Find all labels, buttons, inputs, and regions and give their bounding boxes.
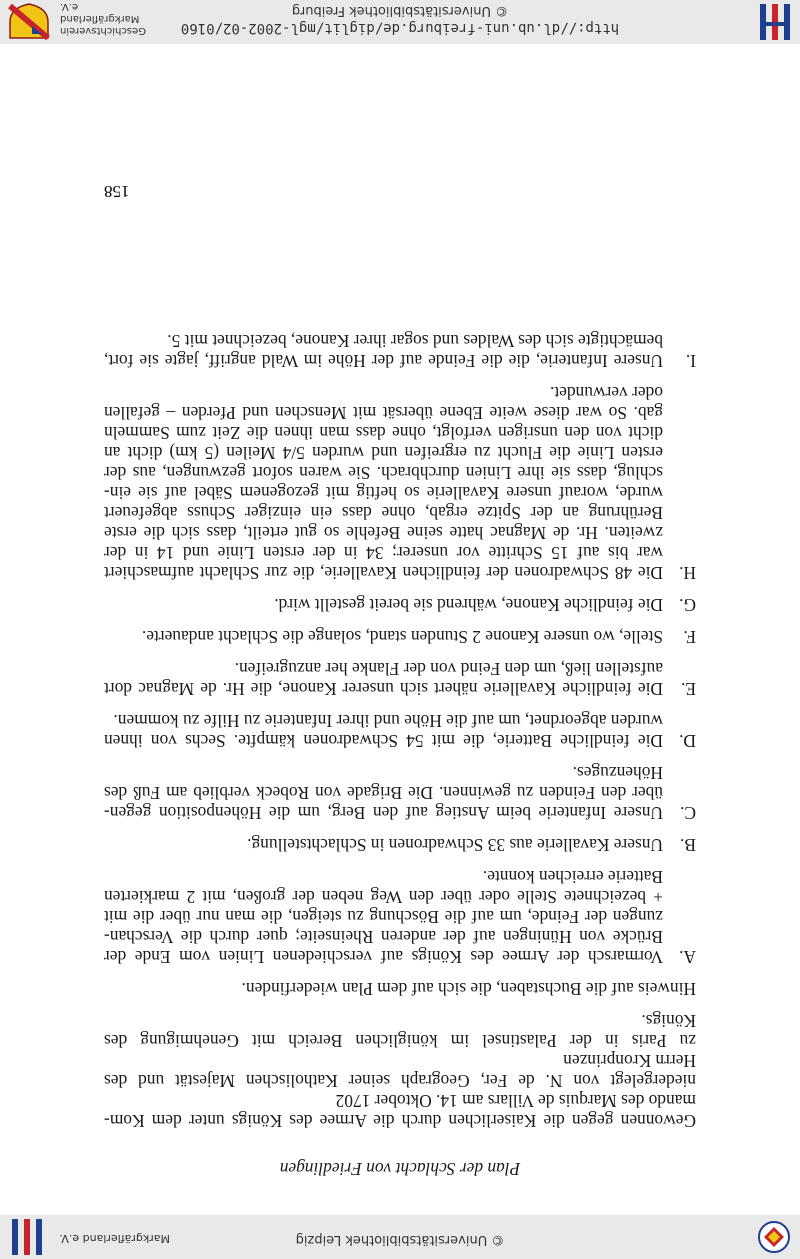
ub-freiburg-logo — [4, 1217, 48, 1257]
entry-label: C. — [680, 803, 696, 823]
legend-entry-i — [104, 331, 696, 371]
header-copyright: © Universitätsbibliothek Leipzig — [295, 1232, 505, 1247]
entry-label: E. — [681, 679, 696, 699]
entry-line: Stelle, wo unsere Kanone 2 Stunden stand, solange die Schlacht andauerte. — [141, 627, 663, 647]
entry-text — [104, 659, 663, 699]
header-bar — [0, 1215, 800, 1259]
entry-line: bemächtigte sich des Waldes und sogar ihrer Kanone, bezeichnet mit 5. — [167, 331, 663, 351]
entry-line: gab. So war diese weite Ebene übersät mit Menschen und Pferden – gefallen — [104, 403, 663, 423]
legend-entry-h — [104, 383, 696, 583]
entry-line: Die feindliche Kanone, während sie bereit gestellt wird. — [274, 595, 663, 615]
entry-line: Brücke von Hüningen auf der anderen Rheinseite; quer durch die Verschan- — [104, 927, 663, 947]
legend-entry-a — [104, 867, 696, 967]
entry-line: aufstellen ließ, um den Feind von der Flanke her anzugreifen. — [234, 659, 663, 679]
entry-text — [104, 595, 663, 615]
footer-bar — [0, 0, 800, 44]
intro-line: mando des Marquis de Villars am 14. Oktober 1702 — [335, 1091, 696, 1111]
entry-text — [104, 763, 663, 823]
entry-line: Vormarsch der Armee des Königs auf verschiedenen Linien vom Ende der — [104, 947, 663, 967]
footer-copyright: © Universitätsbibliothek Freiburg — [291, 3, 509, 18]
legend-entry-f — [104, 627, 696, 647]
entry-label: F. — [683, 627, 696, 647]
society-line: Markgräflerland e.V. — [60, 1, 140, 24]
entry-line: Unsere Infanterie, die die Feinde auf der Höhe im Wald angriff, jagte sie fort, — [104, 351, 663, 371]
entry-text — [104, 331, 663, 371]
entry-line: Unsere Infanterie beim Anstieg auf den Berg, um die Höhenposition gegen- — [104, 803, 663, 823]
intro-line: Gewonnen gegen die Kaiserlichen durch die Armee des Königs unter dem Kom- — [104, 1111, 696, 1131]
entry-line: ersten Linie die Flucht zu ergreifen und wurden 5/4 Meilen (5 km) dicht an — [104, 443, 663, 463]
legend-entry-c — [104, 763, 696, 823]
page-title: Plan der Schlacht von Friedlingen — [279, 1159, 521, 1179]
society-line: Geschichtsverein — [60, 25, 146, 36]
intro-line: Herrn Kronprinzen — [563, 1051, 696, 1071]
entry-line: zungen der Feinde, um auf die Böschung zu steigen, die man nur über die mit — [104, 907, 663, 927]
entry-label: G. — [679, 595, 696, 615]
entry-line: Die feindliche Kavallerie nähert sich unserer Kanone, die Hr. de Magnac dort — [104, 679, 663, 699]
entry-line: wurde, worauf unsere Kavallerie so heftig mit gezogenem Säbel auf sie ein- — [104, 483, 663, 503]
header-publisher: Markgräflerland e.V. — [59, 1232, 170, 1245]
entry-line: Die feindliche Batterie, die mit 54 Schwadronen kämpfte. Sechs von ihnen — [104, 731, 663, 751]
society-crest-icon — [6, 2, 52, 42]
entry-text — [104, 867, 663, 967]
entry-line: oder verwundet. — [550, 383, 663, 403]
intro-line: niedergelegt von N. de Fer, Geograph seiner Katholischen Majestät und des — [104, 1071, 696, 1091]
entry-line: war bis auf 15 Schritte vor unserer; 34 in der ersten Linie und 14 in der — [104, 543, 663, 563]
entry-text — [104, 711, 663, 751]
entry-line: Höhenzuges. — [572, 763, 663, 783]
entry-line: dicht von den unsrigen verfolgt, ohne dass man ihnen die Zeit zum Sammeln — [104, 423, 663, 443]
entry-label: A. — [679, 947, 696, 967]
entry-label: D. — [679, 731, 696, 751]
legend-entry-b — [104, 835, 696, 855]
intro-line: zu Paris in der Palastinsel im königlichen Bereich mit Genehmigung des — [104, 1031, 696, 1051]
entry-line: Berührung an der Spitze ergab, ohne dass ein einziger Schuss abgefeuert — [104, 503, 663, 523]
legend-entry-g — [104, 595, 696, 615]
entry-line: Unsere Kavallerie aus 33 Schwadronen in Schlachtstellung. — [247, 835, 663, 855]
entry-text — [104, 627, 663, 647]
entry-line: Batterie erreichen konnte. — [482, 867, 663, 887]
entry-label: B. — [680, 835, 696, 855]
entry-label: I. — [685, 351, 696, 371]
document-url[interactable]: http://dl.ub.uni-freiburg.de/diglit/mgl-2002-02/0160 — [180, 20, 620, 36]
page-number: 158 — [104, 182, 130, 201]
entry-line: wurden abgeordnet, um auf die Höhe und ihrer Infanterie zu Hilfe zu kommen. — [113, 711, 663, 731]
entry-label: H. — [679, 563, 696, 583]
intro-paragraph — [104, 1011, 696, 1131]
entry-line: Die 48 Schwadronen der feindlichen Kavallerie, die zur Schlacht aufmaschiert — [104, 563, 663, 583]
legend-entry-d — [104, 711, 696, 751]
entry-text — [104, 835, 663, 855]
document-page — [104, 331, 696, 1179]
entry-line: schlug, dass sie ihre Linien durchbrach. Sie waren sofort gezwungen, aus der — [104, 463, 663, 483]
entry-text — [104, 383, 663, 583]
entry-line: + bezeichnete Stelle oder über den Weg neben der großen, mit 2 markierten — [104, 887, 663, 907]
hint-line: Hinweis auf die Buchstaben, die sich auf dem Plan wiederfinden. — [241, 979, 696, 999]
entry-line: zweiten. Hr. de Magnac hatte seine Befehle so gut erteilt, dass sich die erste — [104, 523, 663, 543]
intro-line: Königs. — [641, 1011, 696, 1031]
society-name — [60, 0, 160, 36]
legend-entry-e — [104, 659, 696, 699]
entry-line: über den Feinden zu gewinnen. Die Brigade von Robeck verblieb am Fuß des — [104, 783, 663, 803]
